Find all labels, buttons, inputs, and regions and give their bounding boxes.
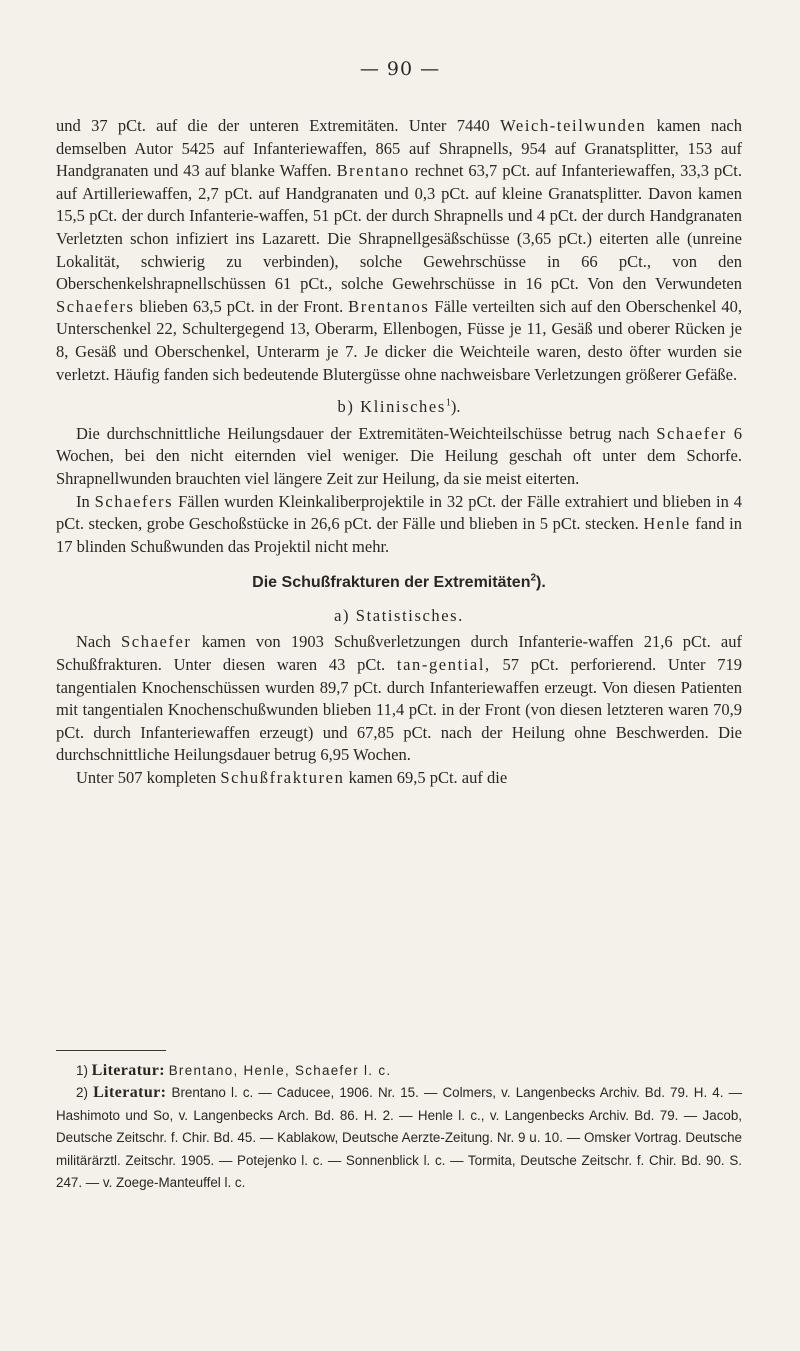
- paragraph-projektile: In Schaefers Fällen wurden Kleinkaliberprojektile in 32 pCt. der Fälle extrahiert und blieben in 4 pCt. stecken, grobe Geschoßstücke in 26,6 pCt. der Fälle und blieben in 5 pCt. stecken. Henle fand in 17 blinden Schußwunden das Projektil nicht mehr.: [56, 491, 743, 556]
- footnotes: [56, 1060, 742, 1194]
- paragraph-heilungsdauer: Die durchschnittliche Heilungsdauer der Extremitäten-Weichteilschüsse betrug nach Schaefer 6 Wochen, bei den nicht eiternden viel weniger. Die Heilung geschah oft unter dem Schorfe. Shrapnellwunden brauchten viel längere Zeit zur Heilung, da sie meist eiterten.: [56, 423, 742, 488]
- footnote-2: 2) Literatur: Brentano l. c. — Caducee, 1906. Nr. 15. — Colmers, v. Langenbecks Archiv. Bd. 79. H. 4. — Hashimoto und So, v. Langenbecks Arch. Bd. 86. H. 2. — Henle l. c., v. Langenbecks Archiv. Bd. 79. — Jacob, Deutsche Zeitschr. f. Chir. Bd. 45. — Kablakow, Deutsche Aerzte-Zeitung. Nr. 9 u. 10. — Omsker Vortrag. Deutsche militärärztl. Zeitschr. 1905. — Potejenko l. c. — Sonnenblick l. c. — Tormita, Deutsche Zeitschr. f. Chir. Bd. 90. S. 247. — v. Zoege-Manteuffel l. c.: [56, 1084, 742, 1191]
- footnote-1: 1) Literatur: Brentano, Henle, Schaefer l. c.: [76, 1062, 392, 1079]
- paragraph-komplette-frakturen: Unter 507 kompleten Schußfrakturen kamen 69,5 pCt. auf die: [76, 768, 508, 788]
- subheading-statistisches: a) Statistisches.: [334, 605, 464, 625]
- footnote-divider: [56, 1050, 166, 1051]
- subheading-klinisches: b) Klinisches$^1$).: [337, 397, 461, 417]
- page-number: — 90 —: [359, 58, 441, 80]
- paragraph-statistik: Nach Schaefer kamen von 1903 Schußverletzungen durch Infanterie-waffen 21,6 pCt. auf Schußfrakturen. Unter diesen waren 43 pCt. tan-gential, 57 pCt. perforierend. Unter 719 tangentialen Knochenschüssen wurden 89,7 pCt. durch Infanteriewaffen erzeugt. Von diesen Patienten mit tangentialen Knochenschußwunden blieben 11,4 pCt. in der Front (von diesen letzteren waren 70,9 pCt. durch Infanteriewaffen erzeugt) und 67,85 pCt. nach der Heilung ohne Beschwerden. Die durchschnittliche Heilungsdauer betrug 6,95 Wochen.: [56, 632, 743, 765]
- section-heading-schussfrakturen: Die Schußfrakturen der Extremitäten$^2$).: [252, 572, 546, 592]
- body-text: [56, 115, 742, 790]
- paragraph-weichteilwunden: und 37 pCt. auf die der unteren Extremitäten. Unter 7440 Weich-teilwunden kamen nach demselben Autor 5425 auf Infanteriewaffen, 865 auf Shrapnells, 954 auf Granatsplitter, 153 auf Handgranaten und 43 auf blanke Waffen. Brentano rechnet 63,7 pCt. auf Infanteriewaffen, 33,3 pCt. auf Artilleriewaffen, 2,7 pCt. auf Handgranaten und 0,3 pCt. auf kleine Granatsplitter. Davon kamen 15,5 pCt. der durch Infanterie-waffen, 51 pCt. der durch Shrapnells und 4 pCt. der durch Handgranaten Verletzten schon infiziert ins Lazarett. Die Shrapnellgesäßschüsse (3,65 pCt.) eiterten alle (unreine Lokalität, schwierig zu verbinden), solche Gewehrschüsse in 66 pCt., von den Oberschenkelshrapnellschüssen 61 pCt., solche Gewehrschüsse in 16 pCt. Von den Verwundeten Schaefers blieben 63,5 pCt. in der Front. Brentanos Fälle verteilten sich auf den Oberschenkel 40, Unterschenkel 22, Schultergegend 13, Oberarm, Ellenbogen, Füsse je 11, Gesäß und oberer Rücken je 8, Gesäß und Oberschenkel, Unterarm je 7. Je dicker die Weichteile waren, desto öfter wurden sie verletzt. Häufig fanden sich bedeutende Blutergüsse ohne nachweisbare Verletzungen größerer Gefäße.: [56, 116, 743, 384]
